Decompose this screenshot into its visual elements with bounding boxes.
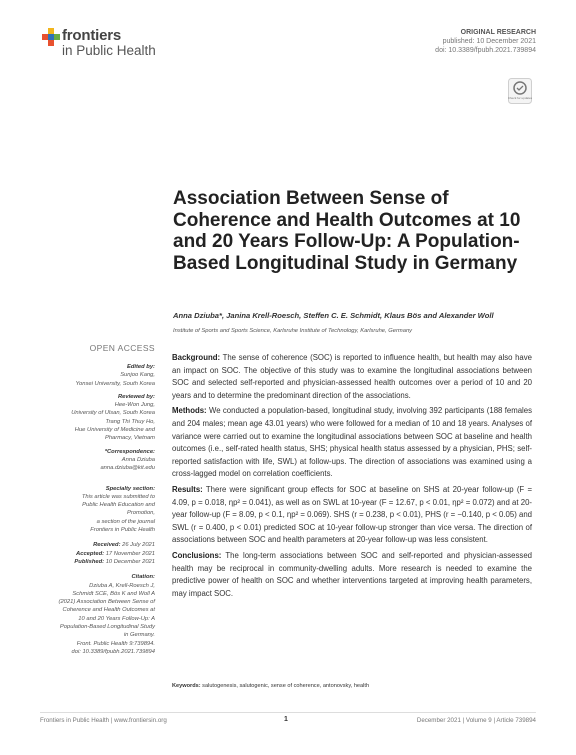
published-date: published: 10 December 2021	[442, 38, 536, 45]
published-sidebar-date: 10 December 2021	[105, 558, 155, 565]
sidebar-metadata	[40, 363, 155, 656]
specialty-line: Promotion,	[126, 510, 155, 517]
citation-line: 10 and 20 Years Follow-Up: A	[78, 615, 155, 622]
journal-logo[interactable]	[42, 26, 202, 60]
open-access-label: OPEN ACCESS	[89, 343, 155, 353]
keywords	[172, 683, 532, 689]
published-row	[40, 558, 155, 566]
methods-heading: Methods:	[172, 406, 207, 416]
results-heading: Results:	[172, 484, 203, 494]
abstract-conclusions	[172, 550, 532, 600]
accepted-date: 17 November 2021	[105, 550, 155, 557]
reviewer-affiliation: Hue University of Medicine and	[74, 427, 155, 434]
reviewer-affiliation: Pharmacy, Vietnam	[104, 435, 155, 442]
conclusions-text: The long-term associations between SOC and self-reported and physician-assessed health may be reciprocal in community-dwelling adults. More research is needed to examine the predictive power of health on SOC and whether interventions targeted at improving health parameters, may impact SOC.	[172, 550, 532, 598]
methods-text: We conducted a population-based, longitudinal study, involving 392 participants (188 females and 204 males; mean age 43.01 years) who were followed for a median of 10 and 18 years. Analyses of variance were carried out to examine the longitudinal associations between SOC at baseline and health outcomes (i.e., self-rated health status, SHS; physical health status assessed by a physician, PHS; self-reported satisfaction with life, SWL) at follow-ups. The direction of associations was examined using a cross-lagged model on correlation coefficients.	[172, 406, 532, 479]
author-list: Anna Dziuba*, Janina Krell-Roesch, Steffen C. E. Schmidt, Klaus Bös and Alexander Woll	[173, 311, 494, 320]
edited-by-label: Edited by:	[126, 364, 155, 370]
footer-journal-link[interactable]: Frontiers in Public Health | www.frontiersin.org	[40, 717, 167, 724]
citation-line: Coherence and Health Outcomes at	[62, 607, 155, 614]
abstract-background	[172, 352, 532, 402]
keywords-label: Keywords:	[172, 683, 201, 689]
citation-line: Population-Based Longitudinal Study	[59, 624, 155, 631]
citation-line: Front. Public Health 9:739894.	[76, 640, 155, 647]
specialty-line: This article was submitted to	[81, 493, 155, 500]
check-for-updates-badge[interactable]	[508, 78, 532, 104]
article-title: Association Between Sense of Coherence and Health Outcomes at 10 and 20 Years Follow-Up: A Population-Based Longitudinal Study in Germany	[173, 188, 521, 274]
background-heading: Background:	[172, 353, 221, 362]
correspondence-email[interactable]: anna.dziuba@kit.edu	[100, 465, 155, 472]
citation-doi[interactable]: doi: 10.3389/fpubh.2021.739894	[71, 648, 155, 655]
citation-line: Dziuba A, Krell-Roesch J,	[89, 582, 155, 589]
specialty-line: a section of the journal	[96, 518, 155, 525]
article-type: ORIGINAL RESEARCH	[460, 29, 536, 36]
affiliation: Institute of Sports and Sports Science, Karlsruhe Institute of Technology, Karlsruhe, Germany	[173, 328, 413, 334]
journal-name: in Public Health	[62, 43, 156, 58]
specialty-line: Frontiers in Public Health	[90, 527, 155, 534]
reviewed-by-label: Reviewed by:	[117, 393, 155, 400]
logo-wordmark: frontiers	[62, 27, 122, 44]
check-for-updates-icon	[508, 78, 532, 104]
reviewer-name: Hee-Won Jung,	[114, 402, 155, 409]
specialty-section-label: Specialty section:	[105, 485, 155, 492]
article-meta	[435, 28, 536, 55]
footer-divider	[40, 712, 536, 713]
editor-name: Sunjoo Kang,	[120, 372, 155, 379]
abstract-methods	[172, 405, 532, 481]
accepted-row	[40, 550, 155, 558]
results-text: There were significant group effects for SOC at baseline on SHS at 20-year follow-up (F = 4.09, p = 0.018, ηp² = 0.041), as well as on SWL at 10-year (F = 12.67, p < 0.01, ηp² = 0.072) and at 20-year follow-up (F = 8.09, p < 0.1, ηp² = 0.069). SHS (r = 0.238, p < 0.01), PHS (r = −0.140, p < 0.05) and SWL (r = 0.400, p < 0.01) predicted SOC at 10-year follow-up stronger than vice versa. The direction of associations between SOC and health parameters at 20-year follow-up was less consistent.	[172, 484, 533, 545]
abstract-results	[172, 484, 532, 547]
citation-label: Citation:	[131, 574, 155, 581]
keywords-text: salutogenesis, salutogenic, sense of coherence, antonovsky, health	[202, 683, 370, 689]
citation-line: (2021) Association Between Sense of	[58, 599, 155, 606]
svg-text:Check for updates: Check for updates	[508, 96, 532, 100]
doi-link[interactable]: doi: 10.3389/fpubh.2021.739894	[435, 47, 536, 54]
frontiers-logo-icon	[42, 28, 60, 46]
conclusions-heading: Conclusions:	[172, 550, 222, 560]
abstract	[172, 352, 532, 603]
reviewer-name: Trang Thi Thuy Ho,	[105, 418, 155, 425]
citation-line: Schmidt SCE, Bös K and Woll A	[72, 590, 155, 597]
correspondence-name: Anna Dziuba	[121, 456, 155, 463]
reviewer-affiliation: University of Ulsan, South Korea	[71, 410, 155, 417]
received-label: Received:	[93, 542, 121, 549]
received-row	[40, 541, 155, 549]
received-date: 26 July 2021	[122, 542, 155, 549]
page-number: 1	[284, 716, 288, 723]
footer-volume-info: December 2021 | Volume 9 | Article 739894	[416, 717, 536, 724]
background-text: The sense of coherence (SOC) is reported to influence health, but health may also have an impact on SOC. The objective of this study was to examine the longitudinal associations between SOC and selected self-reported and physician-assessed health outcomes over a period of 10 and 20 years and to determine the predominant direction of the associations.	[172, 353, 533, 400]
accepted-label: Accepted:	[76, 550, 105, 557]
citation-line: in Germany.	[123, 632, 155, 639]
editor-affiliation: Yonsei University, South Korea	[75, 380, 155, 387]
specialty-line: Public Health Education and	[82, 502, 155, 509]
correspondence-label: *Correspondence:	[104, 448, 155, 455]
published-label: Published:	[74, 558, 105, 565]
